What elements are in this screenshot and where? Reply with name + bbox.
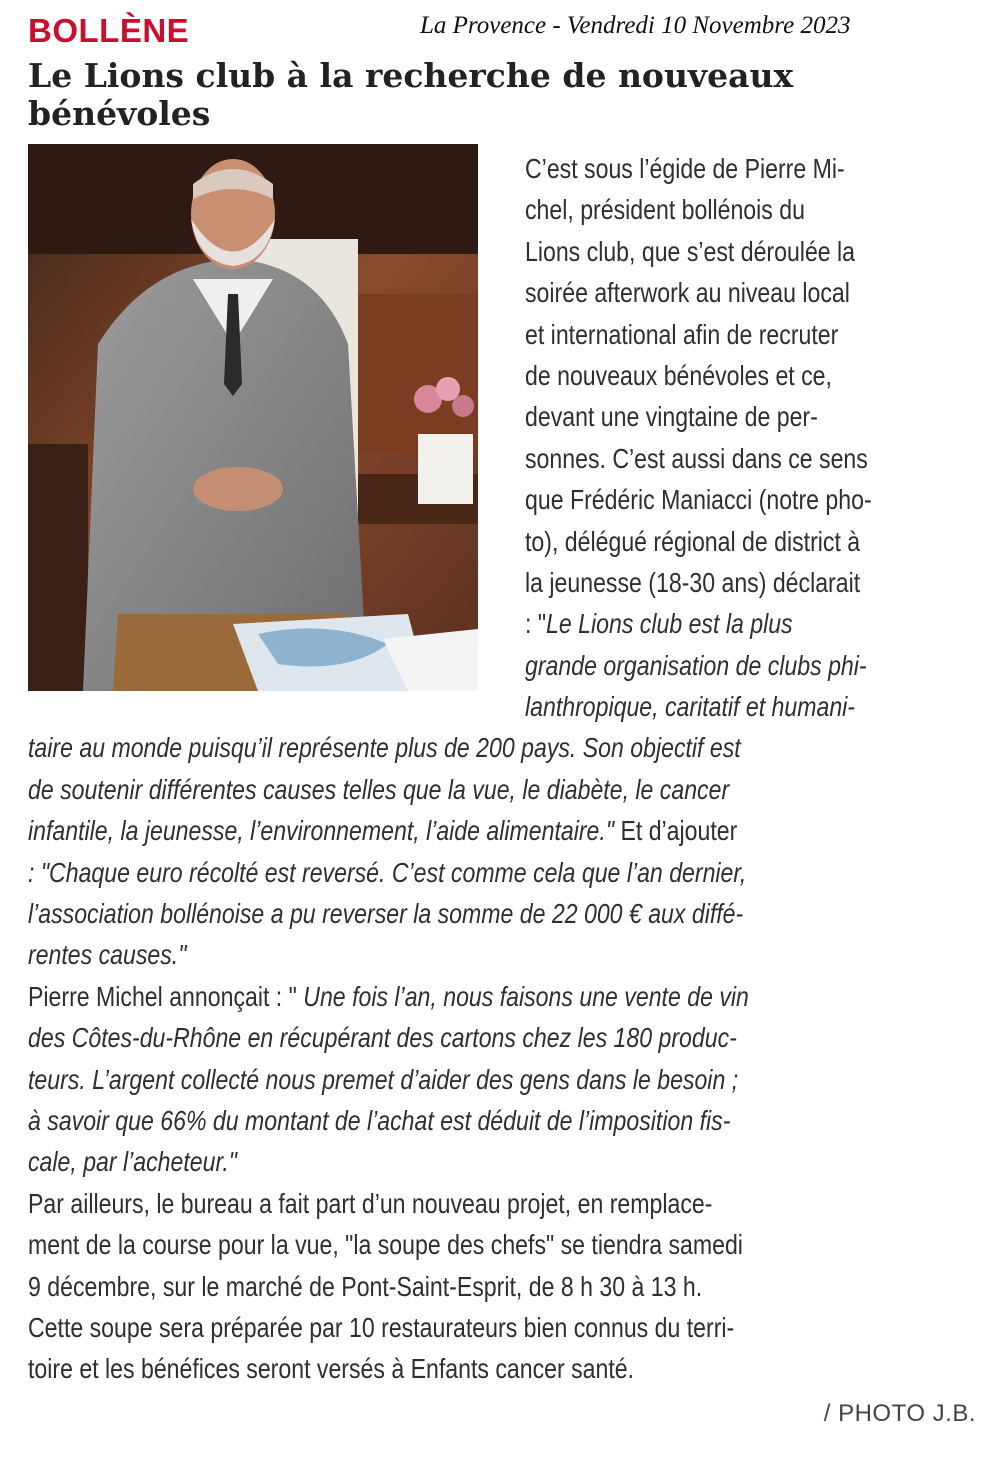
body-line: C’est sous l’égide de Pierre Mi- — [525, 153, 845, 184]
body-line: toire et les bénéfices seront versés à Enfants cancer santé. — [28, 1353, 635, 1384]
quote-text: Le Lions club est la plus — [546, 608, 793, 639]
body-line: la jeunesse (18-30 ans) déclarait — [525, 567, 861, 598]
body-line: de nouveaux bénévoles et ce, — [525, 360, 832, 391]
body-line — [28, 810, 737, 851]
section-kicker: BOLLÈNE — [28, 12, 190, 49]
body-line: : "Chaque euro récolté est reversé. C’est comme cela que l’an dernier, — [28, 857, 747, 888]
body-line — [525, 603, 793, 644]
body-line: l’association bollénoise a pu reverser la somme de 22 000 € aux diffé- — [28, 898, 744, 929]
body-text: Pierre Michel annonçait : " — [28, 981, 297, 1012]
photo-illustration — [28, 144, 478, 691]
body-line: 9 décembre, sur le marché de Pont-Saint-Esprit, de 8 h 30 à 13 h. — [28, 1271, 703, 1302]
quote-open: : " — [525, 608, 547, 639]
body-line: cale, par l’acheteur." — [28, 1146, 237, 1177]
body-line: Lions club, que s’est déroulée la — [525, 236, 856, 267]
body-line: soirée afterwork au niveau local — [525, 277, 850, 308]
body-line: devant une vingtaine de per- — [525, 401, 818, 432]
body-line: sonnes. C’est aussi dans ce sens — [525, 443, 868, 474]
quote-text: infantile, la jeunesse, l’environnement, l’aide alimentaire." — [28, 815, 615, 846]
photo-credit: / PHOTO J.B. — [823, 1400, 976, 1427]
body-line — [28, 976, 749, 1017]
body-line: des Côtes-du-Rhône en récupérant des cartons chez les 180 produc- — [28, 1022, 737, 1053]
article-photo — [28, 144, 478, 691]
body-line: rentes causes." — [28, 939, 187, 970]
body-line: lanthropique, caritatif et humani- — [525, 691, 856, 722]
body-line: de soutenir différentes causes telles que la vue, le diabète, le cancer — [28, 774, 730, 805]
body-line: ment de la course pour la vue, "la soupe des chefs" se tiendra samedi — [28, 1229, 743, 1260]
quote-text: Une fois l’an, nous faisons une vente de vin — [296, 981, 749, 1012]
body-line: que Frédéric Maniacci (notre pho- — [525, 484, 872, 515]
body-line: taire au monde puisqu’il représente plus de 200 pays. Son objectif est — [28, 732, 741, 763]
body-line: Cette soupe sera préparée par 10 restaurateurs bien connus du terri- — [28, 1312, 735, 1343]
body-line: teurs. L’argent collecté nous premet d’aider des gens dans le besoin ; — [28, 1064, 739, 1095]
body-line: Par ailleurs, le bureau a fait part d’un nouveau projet, en remplace- — [28, 1188, 713, 1219]
body-line: et international afin de recruter — [525, 319, 839, 350]
body-text: Et d’ajouter — [614, 815, 738, 846]
body-line: grande organisation de clubs phi- — [525, 650, 867, 681]
body-line: chel, président bollénois du — [525, 194, 805, 225]
headline: Le Lions club à la recherche de nouveaux bénévoles — [28, 56, 794, 133]
body-line: to), délégué régional de district à — [525, 526, 861, 557]
body-line: à savoir que 66% du montant de l’achat est déduit de l’imposition fis- — [28, 1105, 731, 1136]
source-dateline: La Provence - Vendredi 10 Novembre 2023 — [420, 12, 851, 39]
